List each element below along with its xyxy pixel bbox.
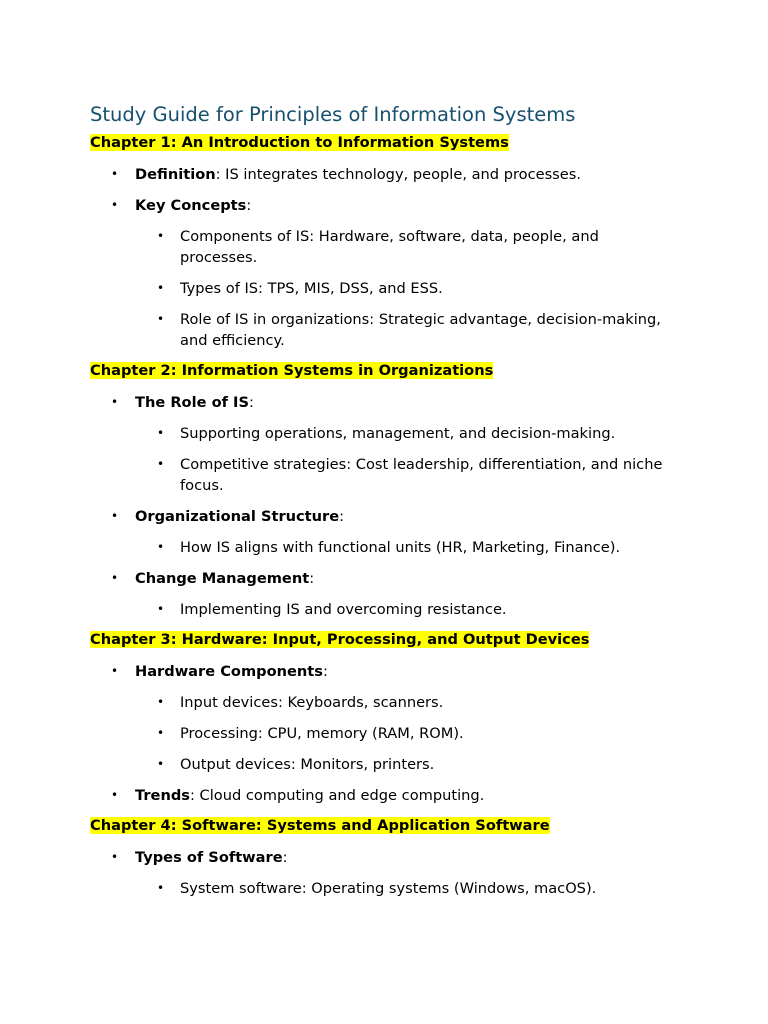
- bullet-icon: •: [111, 850, 119, 864]
- document-title: Study Guide for Principles of Information Systems: [90, 103, 576, 126]
- subtopic-text: Input devices: Keyboards, scanners.: [180, 694, 444, 711]
- topic-text: : IS integrates technology, people, and processes.: [215, 166, 581, 183]
- topic-term: Definition: [135, 166, 216, 183]
- bullet-icon: •: [157, 426, 165, 440]
- topic-term: Types of Software: [135, 849, 283, 866]
- subtopic-text: How IS aligns with functional units (HR, Marketing, Finance).: [180, 539, 621, 556]
- subtopic-text: Role of IS in organizations: Strategic advantage, decision-making, and efficiency.: [180, 311, 661, 349]
- topic-text: : Cloud computing and edge computing.: [189, 787, 485, 804]
- bullet-icon: •: [157, 695, 165, 709]
- subtopic-item: [90, 723, 680, 744]
- topic-text: :: [339, 508, 345, 525]
- subtopic-item: [90, 278, 680, 299]
- bullet-icon: •: [157, 757, 165, 771]
- chapter-topic-list: [90, 847, 690, 899]
- topic-term: The Role of IS: [135, 394, 249, 411]
- topic-item: [90, 661, 690, 682]
- chapter-heading: [90, 630, 690, 649]
- bullet-icon: •: [157, 540, 165, 554]
- topic-item: [90, 195, 690, 216]
- bullet-icon: •: [111, 664, 119, 678]
- topic-item: [90, 164, 690, 185]
- bullet-icon: •: [111, 788, 119, 802]
- bullet-icon: •: [111, 167, 119, 181]
- chapter-heading-text: Chapter 2: Information Systems in Organizations: [90, 362, 494, 379]
- subtopic-item: [90, 754, 680, 775]
- subtopic-item: [90, 454, 680, 496]
- subtopic-item: [90, 226, 680, 268]
- topic-term: Organizational Structure: [135, 508, 340, 525]
- bullet-icon: •: [111, 198, 119, 212]
- bullet-icon: •: [157, 312, 165, 326]
- chapter-heading-text: Chapter 3: Hardware: Input, Processing, and Output Devices: [90, 631, 590, 648]
- bullet-icon: •: [157, 281, 165, 295]
- bullet-icon: •: [111, 571, 119, 585]
- bullet-icon: •: [157, 881, 165, 895]
- topic-text: :: [322, 663, 328, 680]
- topic-term: Trends: [135, 787, 190, 804]
- subtopic-text: Implementing IS and overcoming resistance.: [180, 601, 507, 618]
- subtopic-text: Competitive strategies: Cost leadership, differentiation, and niche focus.: [180, 456, 663, 494]
- topic-text: :: [282, 849, 288, 866]
- chapter-topic-list: [90, 392, 690, 620]
- topic-term: Hardware Components: [135, 663, 323, 680]
- bullet-icon: •: [157, 457, 165, 471]
- topic-term: Change Management: [135, 570, 310, 587]
- topic-item: [90, 847, 690, 868]
- chapter-topic-list: [90, 661, 690, 806]
- subtopic-text: Processing: CPU, memory (RAM, ROM).: [180, 725, 464, 742]
- topic-text: :: [309, 570, 315, 587]
- bullet-icon: •: [157, 229, 165, 243]
- chapter-heading-text: Chapter 1: An Introduction to Information Systems: [90, 134, 509, 151]
- subtopic-text: Supporting operations, management, and decision-making.: [180, 425, 616, 442]
- topic-term: Key Concepts: [135, 197, 247, 214]
- bullet-icon: •: [111, 395, 119, 409]
- chapter-heading: [90, 816, 690, 835]
- subtopic-item: [90, 423, 680, 444]
- chapters-container: [90, 133, 690, 899]
- chapter-heading: [90, 361, 690, 380]
- subtopic-item: [90, 537, 680, 558]
- chapter-heading: [90, 133, 690, 152]
- subtopic-item: [90, 309, 680, 351]
- chapter-heading-text: Chapter 4: Software: Systems and Application Software: [90, 817, 550, 834]
- subtopic-text: System software: Operating systems (Windows, macOS).: [180, 880, 597, 897]
- subtopic-text: Output devices: Monitors, printers.: [180, 756, 435, 773]
- subtopic-text: Components of IS: Hardware, software, data, people, and processes.: [180, 228, 599, 266]
- bullet-icon: •: [111, 509, 119, 523]
- bullet-icon: •: [157, 602, 165, 616]
- topic-item: [90, 785, 690, 806]
- subtopic-item: [90, 599, 680, 620]
- topic-text: :: [246, 197, 252, 214]
- subtopic-item: [90, 692, 680, 713]
- subtopic-item: [90, 878, 680, 899]
- topic-item: [90, 506, 690, 527]
- bullet-icon: •: [157, 726, 165, 740]
- document-page: [90, 101, 690, 909]
- subtopic-text: Types of IS: TPS, MIS, DSS, and ESS.: [180, 280, 443, 297]
- chapter-topic-list: [90, 164, 690, 351]
- topic-text: :: [248, 394, 254, 411]
- topic-item: [90, 568, 690, 589]
- topic-item: [90, 392, 690, 413]
